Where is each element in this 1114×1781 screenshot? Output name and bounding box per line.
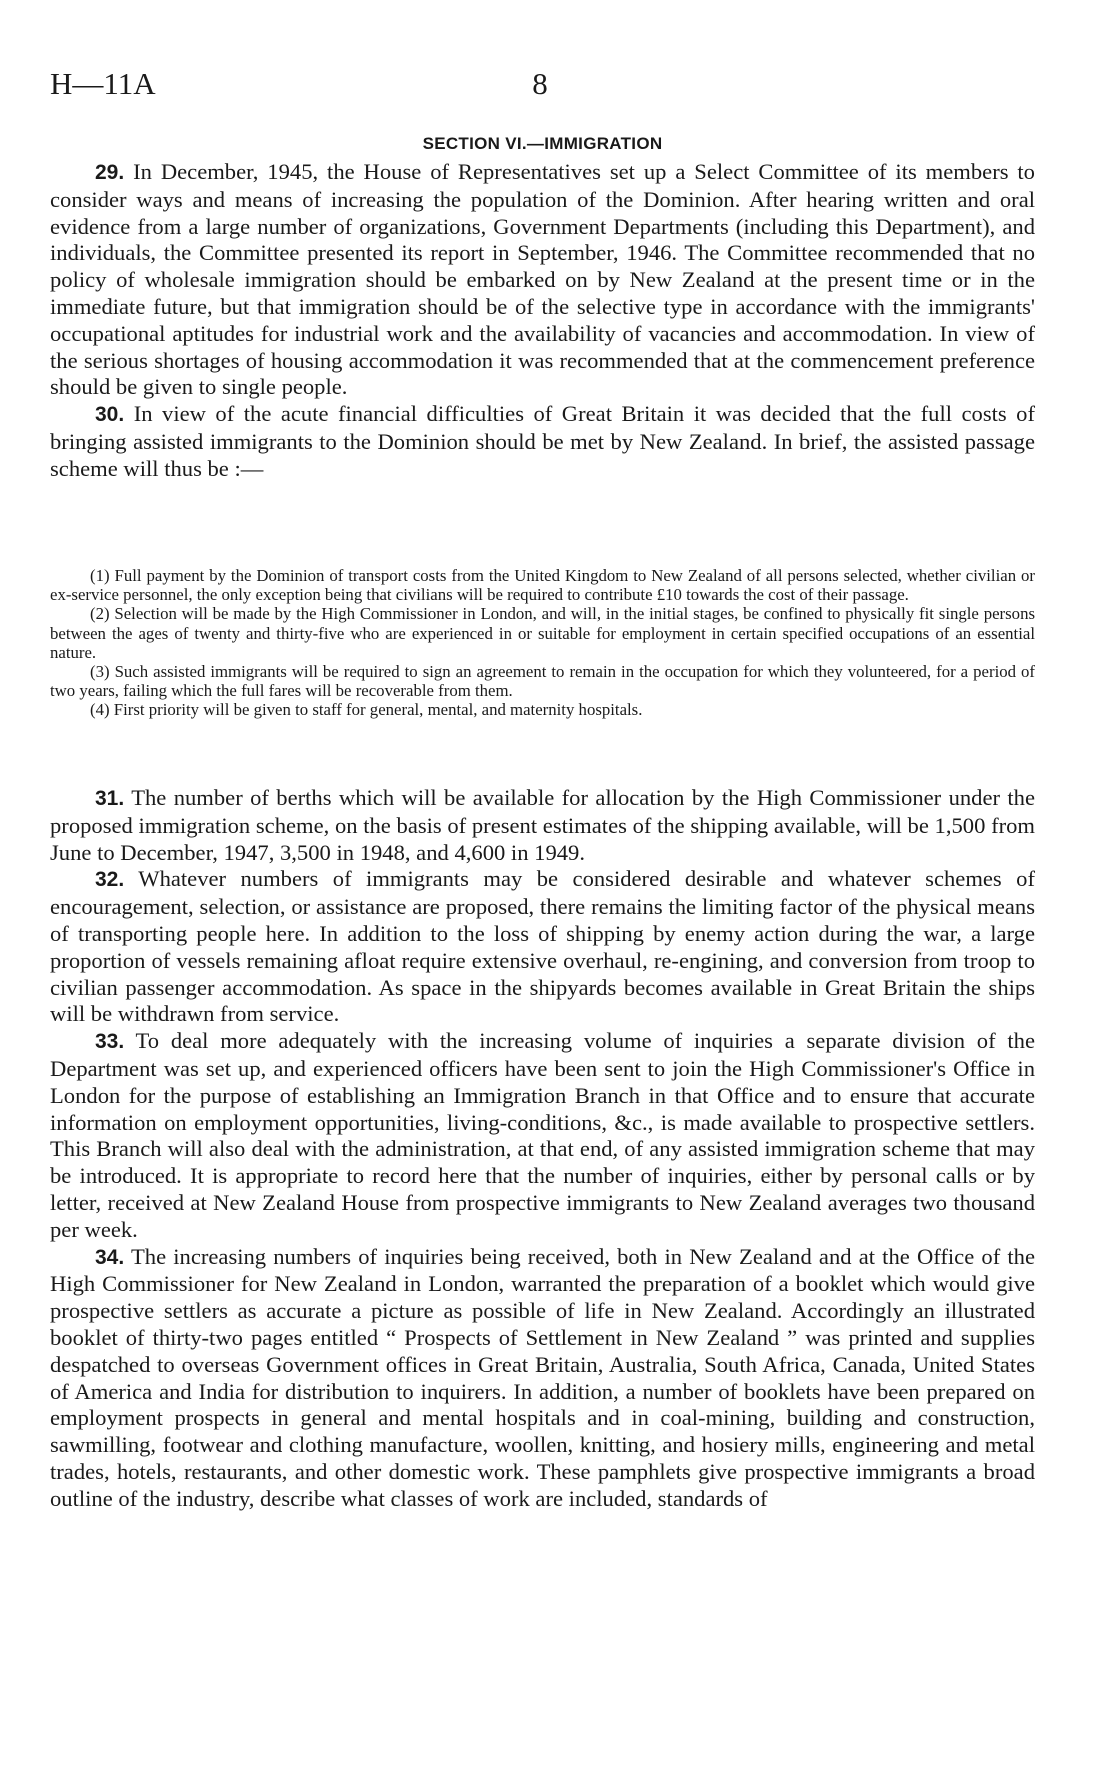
running-header bbox=[50, 66, 1030, 106]
scheme-item-3: (3) Such assisted immigrants will be required to sign an agreement to remain in the occupation for which they volunteered, for a period of two years, failing which the full fares will be recoverable from them. bbox=[50, 662, 1035, 701]
paragraph-text: The increasing numbers of inquiries being received, both in New Zealand and at the Office of the High Commissioner for New Zealand in London, warranted the preparation of a booklet which would give prospective settlers as accurate a picture as possible of life in New Zealand. Accordingly an illustrated booklet of thirty-two pages entitled “ Prospects of Settlement in New Zealand ” was printed and supplies despatched to overseas Government offices in Great Britain, Australia, South Africa, Canada, United States of America and India for distribution to inquirers. In addition, a number of booklets have been prepared on employment prospects in general and mental hospitals and in coal-mining, building and construction, sawmilling, footwear and clothing manufacture, woollen, knitting, and hosiery mills, engineering and metal trades, hotels, restaurants, and other domestic work. These pamphlets give prospective immigrants a broad outline of the industry, describe what classes of work are included, standards of bbox=[50, 1243, 1035, 1511]
paragraph-number: 32. bbox=[95, 868, 125, 892]
page-number: 8 bbox=[532, 66, 548, 101]
paragraphs-31-34 bbox=[50, 785, 1035, 1513]
paragraph-number: 34. bbox=[95, 1245, 125, 1269]
paragraph-31 bbox=[50, 785, 1035, 866]
paragraph-number: 33. bbox=[95, 1030, 125, 1054]
paragraph-text: The number of berths which will be available for allocation by the High Commissioner under the proposed immigration scheme, on the basis of present estimates of the shipping available, will be 1,500 from June to December, 1947, 3,500 in 1948, and 4,600 in 1949. bbox=[50, 785, 1035, 865]
scheme-item-1: (1) Full payment by the Dominion of transport costs from the United Kingdom to New Zealand of all persons selected, whether civilian or ex-service personnel, the only exception being that civilians will be required to contribute £10 towards the cost of their passage. bbox=[50, 566, 1035, 605]
paragraph-text: To deal more adequately with the increasing volume of inquiries a separate division of the Department was set up, and experienced officers have been sent to join the High Commissioner's Office in London for the purpose of establishing an Immigration Branch in that Office and to ensure that accurate information on employment opportunities, living-conditions, &c., is made available to prospective settlers. This Branch will also deal with the administration, at that end, of any assisted immigration scheme that may be introduced. It is appropriate to record here that the number of inquiries, either by personal calls or by letter, received at New Zealand House from prospective immigrants to New Zealand averages two thousand per week. bbox=[50, 1028, 1035, 1242]
paragraph-number: 31. bbox=[95, 787, 125, 810]
section-heading: SECTION VI.—IMMIGRATION bbox=[422, 134, 663, 153]
scheme-item-2: (2) Selection will be made by the High Commissioner in London, and will, in the initial stages, be confined to physically fit single persons between the ages of twenty and thirty-five who are experienced in or suitable for employment in certain specified occupations of an essential nature. bbox=[50, 604, 1035, 662]
assisted-passage-scheme-list bbox=[50, 566, 1035, 720]
paragraph-text: In view of the acute financial difficulties of Great Britain it was decided that the full costs of bringing assisted immigrants to the Dominion should be met by New Zealand. In brief, the assisted passage scheme will thus be :— bbox=[50, 401, 1035, 481]
parliamentary-paper-reference: H—11A bbox=[50, 66, 156, 101]
paragraph-number: 30. bbox=[95, 403, 125, 427]
paragraph-30 bbox=[50, 401, 1035, 482]
paragraph-number: 29. bbox=[95, 161, 125, 184]
paragraph-text: Whatever numbers of immigrants may be considered desirable and whatever schemes of encouragement, selection, or assistance are proposed, there remains the limiting factor of the physical means of transporting people here. In addition to the loss of shipping by enemy action during the war, a large proportion of vessels remaining afloat require extensive overhaul, re-engining, and conversion from troop to civilian passenger accommodation. As space in the shipyards becomes available in Great Britain the ships will be withdrawn from service. bbox=[50, 866, 1035, 1027]
scheme-item-4: (4) First priority will be given to staff for general, mental, and maternity hospitals. bbox=[90, 700, 643, 720]
paragraph-34 bbox=[50, 1244, 1035, 1513]
paragraphs-29-30 bbox=[50, 159, 1035, 483]
paragraph-32 bbox=[50, 866, 1035, 1028]
paragraph-33 bbox=[50, 1028, 1035, 1243]
paragraph-text: In December, 1945, the House of Representatives set up a Select Committee of its members to consider ways and means of increasing the population of the Dominion. After hearing written and oral evidence from a large number of organizations, Government Departments (including this Department), and individuals, the Committee presented its report in September, 1946. The Committee recommended that no policy of wholesale immigration should be embarked on by New Zealand at the present time or in the immediate future, but that immigration should be of the selective type in accordance with the immigrants' occupational aptitudes for industrial work and the availability of vacancies and accommodation. In view of the serious shortages of housing accommodation it was recommended that at the commencement preference should be given to single people. bbox=[50, 159, 1035, 400]
paragraph-29 bbox=[50, 159, 1035, 401]
